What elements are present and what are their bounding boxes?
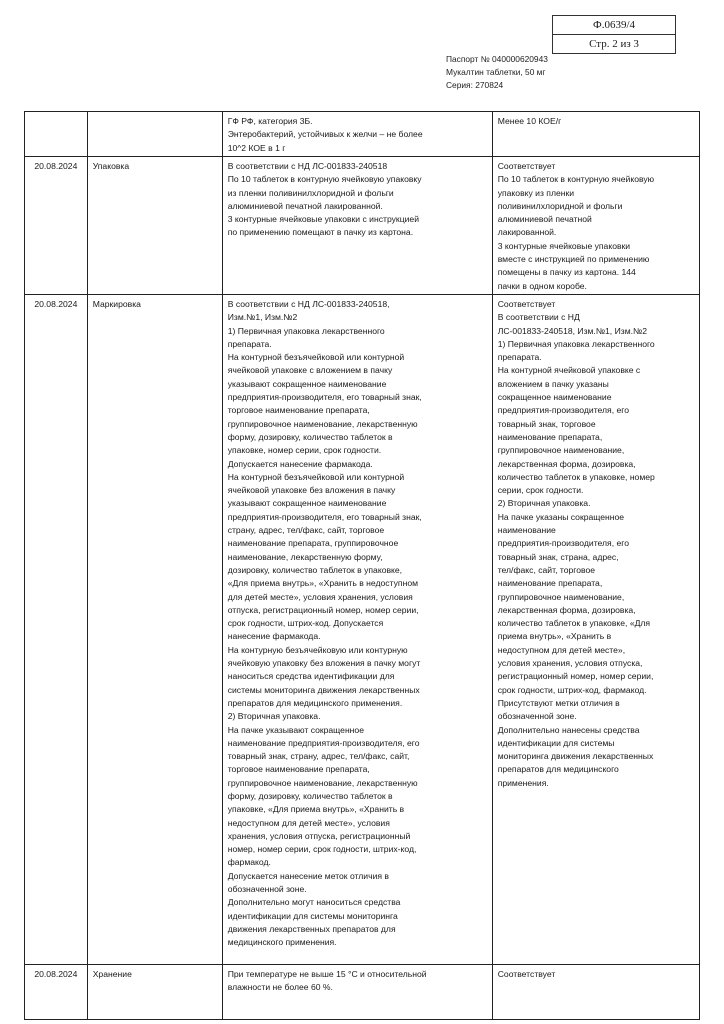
table-row [25,295,700,965]
requirement-cell [222,295,492,965]
requirement-line: форму, дозировку, количество таблеток в [227,431,393,442]
result-line: пачки в одном коробе. [497,280,587,291]
result-line: Соответствует [497,969,556,979]
test-results-table [24,111,700,1020]
result-line: наименование препарата, [497,431,603,442]
result-line: недоступном для детей месте», [497,644,626,655]
indicator-name-cell [87,295,222,965]
requirement-cell [222,965,492,1020]
requirement-line: группировочное наименование, лекарственную [227,418,418,429]
indicator-name-cell [87,965,222,1020]
requirement-line: дозировку, количество таблеток в упаковке, [227,564,403,575]
test-date: 20.08.2024 [34,299,78,309]
result-line: лакированной. [497,227,557,238]
requirement-line: указывают сокращенное наименование [227,498,387,509]
requirement-line: В соответствии с НД ЛС-001833-240518, [227,299,390,309]
requirement-line: В соответствии с НД ЛС-001833-240518 [227,161,388,171]
result-cell [492,112,699,157]
table-row [25,157,700,295]
test-date: 20.08.2024 [34,969,78,979]
result-cell [492,965,699,1020]
requirement-line: отпуска, регистрационный номер, номер серии, [227,604,419,615]
result-line: товарный знак, страна, адрес, [497,551,619,562]
result-line: количество таблеток в упаковке, «Для [497,618,651,629]
requirement-line: Допускается нанесение фармакода. [227,458,373,469]
product-name: Мукалтин таблетки, 50 мг [446,67,546,77]
result-line: Менее 10 КОЕ/г [497,116,562,126]
requirement-line: упаковке, «Для приема внутрь», «Хранить в [227,804,405,815]
requirement-line: системы мониторинга движения лекарственных [227,684,420,695]
test-date-cell [25,157,88,295]
result-line: препарата. [497,352,542,363]
requirement-line: На контурной безъячейковой или контурной [227,471,405,482]
result-line: тел/факс, сайт, торговое [497,564,596,575]
requirement-cell [222,112,492,157]
requirement-line: На контурной безъячейковой или контурной [227,352,405,363]
indicator-name-cell [87,157,222,295]
requirement-line: фармакод. [227,857,271,868]
result-line: Дополнительно нанесены средства [497,724,640,735]
requirement-line: товарный знак, страну, адрес, тел/факс, сайт, [227,751,410,762]
requirement-line: На пачке указывают сокращенное [227,724,364,735]
form-number-box [552,15,676,54]
requirement-line: Дополнительно могут наноситься средства [227,897,401,908]
requirement-line: группировочное наименование, лекарственную [227,777,418,788]
requirement-line: торговое наименование препарата, [227,405,370,416]
indicator-name: Упаковка [92,161,130,171]
result-line: применения. [497,777,549,788]
requirement-line: наименование препарата, группировочное [227,538,399,549]
result-line: упаковку из пленки [497,187,575,198]
result-line: вложением в пачку указаны [497,378,609,389]
result-cell [492,295,699,965]
result-line: регистрационный номер, номер серии, [497,671,654,682]
result-line: По 10 таблеток в контурную ячейковую [497,174,655,185]
indicator-name: Хранение [92,969,132,979]
result-line: количество таблеток в упаковке, номер [497,471,655,482]
table-row [25,112,700,157]
result-line: ЛС-001833-240518, Изм.№1, Изм.№2 [497,325,647,336]
page-counter: Стр. 2 из 3 [589,38,639,50]
requirement-line: наноситься средства идентификации для [227,671,395,682]
result-line: помещены в пачку из картона. 144 [497,267,636,278]
requirement-line: идентификации для системы мониторинга [227,910,398,921]
result-line: лекарственная форма, дозировка, [497,604,636,615]
requirement-cell [222,157,492,295]
requirement-line: номер, номер серии, срок годности, штрих-код, [227,844,417,855]
result-line: наименование препарата, [497,578,603,589]
result-line: поливинилхлоридной и фольги [497,200,623,211]
result-line: лекарственная форма, дозировка, [497,458,636,469]
result-line: вместе с инструкцией по применению [497,254,650,265]
batch-number: Серия: 270824 [446,80,504,90]
requirement-line: препарата. [227,338,272,349]
result-line: Соответствует [497,161,556,171]
result-line: препаратов для медицинского [497,764,619,775]
requirement-line: Энтеробактерий, устойчивых к желчи – не более [227,129,423,140]
test-date-cell [25,965,88,1020]
requirement-line: срок годности, штрих-код. Допускается [227,618,384,629]
result-line: товарный знак, торговое [497,418,596,429]
result-line: В соответствии с НД [497,312,580,323]
result-line: идентификации для системы [497,737,615,748]
test-date-cell [25,112,88,157]
result-line: Присутствуют метки отличия в [497,697,620,708]
result-line: 3 контурные ячейковые упаковки [497,240,631,251]
requirement-line: наименование предприятия-производителя, его [227,737,420,748]
requirement-line: предприятия-производителя, его товарный знак, [227,511,422,522]
requirement-line: указывают сокращенное наименование [227,378,387,389]
passport-number: Паспорт № 040000620943 [446,54,548,64]
requirement-line: для детей месте», условия хранения, условия [227,591,413,602]
result-line: предприятия-производителя, его [497,405,629,416]
requirement-line: недоступном для детей месте», условия [227,817,390,828]
result-line: мониторинга движения лекарственных [497,751,654,762]
requirement-line: ГФ РФ, категория 3Б. [227,116,313,126]
requirement-line: хранения, условия отпуска, регистрационный [227,830,411,841]
table-row [25,965,700,1020]
result-line: На пачке указаны сокращенное [497,511,625,522]
result-line: группировочное наименование, [497,591,625,602]
requirement-line: На контурную безъячейковую или контурную [227,644,408,655]
result-line: серии, срок годности. [497,485,584,496]
result-line: группировочное наименование, [497,445,625,456]
result-line: обозначенной зоне. [497,711,577,722]
passport-header [446,53,548,92]
requirement-line: «Для приема внутрь», «Хранить в недоступном [227,578,419,589]
requirement-line: наименование, лекарственную форму, [227,551,383,562]
requirement-line: ячейковую упаковку без вложения в пачку могут [227,658,421,669]
requirement-line: Изм.№1, Изм.№2 [227,312,298,323]
result-line: На контурной ячейковой упаковке с [497,365,641,376]
requirement-line: препаратов для медицинского применения. [227,697,403,708]
requirement-line: обозначенной зоне. [227,884,307,895]
result-line: сокращенное наименование [497,392,612,403]
requirement-line: движения лекарственных препаратов для [227,923,396,934]
requirement-line: ячейковой упаковке с вложением в пачку [227,365,393,376]
requirement-line: алюминиевой печатной лакированной. [227,200,383,211]
requirement-line: по применению помещают в пачку из картона. [227,227,414,238]
requirement-line: страну, адрес, тел/факс, сайт, торговое [227,525,385,536]
test-date-cell [25,295,88,965]
requirement-line: нанесение фармакода. [227,631,321,642]
result-line: приема внутрь», «Хранить в [497,631,612,642]
result-line: предприятия-производителя, его [497,538,629,549]
requirement-line: из пленки поливинилхлоридной и фольги [227,187,394,198]
requirement-line: форму, дозировку, количество таблеток в [227,790,393,801]
requirement-line: 10^2 КОЕ в 1 г [227,142,286,153]
test-date: 20.08.2024 [34,161,78,171]
requirement-line: торговое наименование препарата, [227,764,370,775]
requirement-line: Допускается нанесение меток отличия в [227,870,389,881]
requirement-line: 3 контурные ячейковые упаковки с инструкцией [227,214,419,225]
requirement-line: предприятия-производителя, его товарный знак, [227,392,422,403]
requirement-line: При температуре не выше 15 °С и относительной [227,969,427,979]
result-line: Соответствует [497,299,556,309]
indicator-name-cell [87,112,222,157]
result-line: срок годности, штрих-код, фармакод. [497,684,647,695]
result-line: 1) Первичная упаковка лекарственного [497,338,655,349]
result-line: условия хранения, условия отпуска, [497,658,643,669]
form-code: Ф.0639/4 [553,16,675,35]
requirement-line: влажности не более 60 %. [227,982,333,993]
result-line: 2) Вторичная упаковка. [497,498,591,509]
requirement-line: По 10 таблеток в контурную ячейковую упаковку [227,174,422,185]
requirement-line: 2) Вторичная упаковка. [227,711,321,722]
result-cell [492,157,699,295]
requirement-line: медицинского применения. [227,937,337,948]
requirement-line: 1) Первичная упаковка лекарственного [227,325,385,336]
indicator-name: Маркировка [92,299,141,309]
result-line: алюминиевой печатной [497,214,592,225]
requirement-line: ячейковой упаковке без вложения в пачку [227,485,396,496]
result-line: наименование [497,525,556,536]
requirement-line: упаковке, номер серии, срок годности. [227,445,382,456]
